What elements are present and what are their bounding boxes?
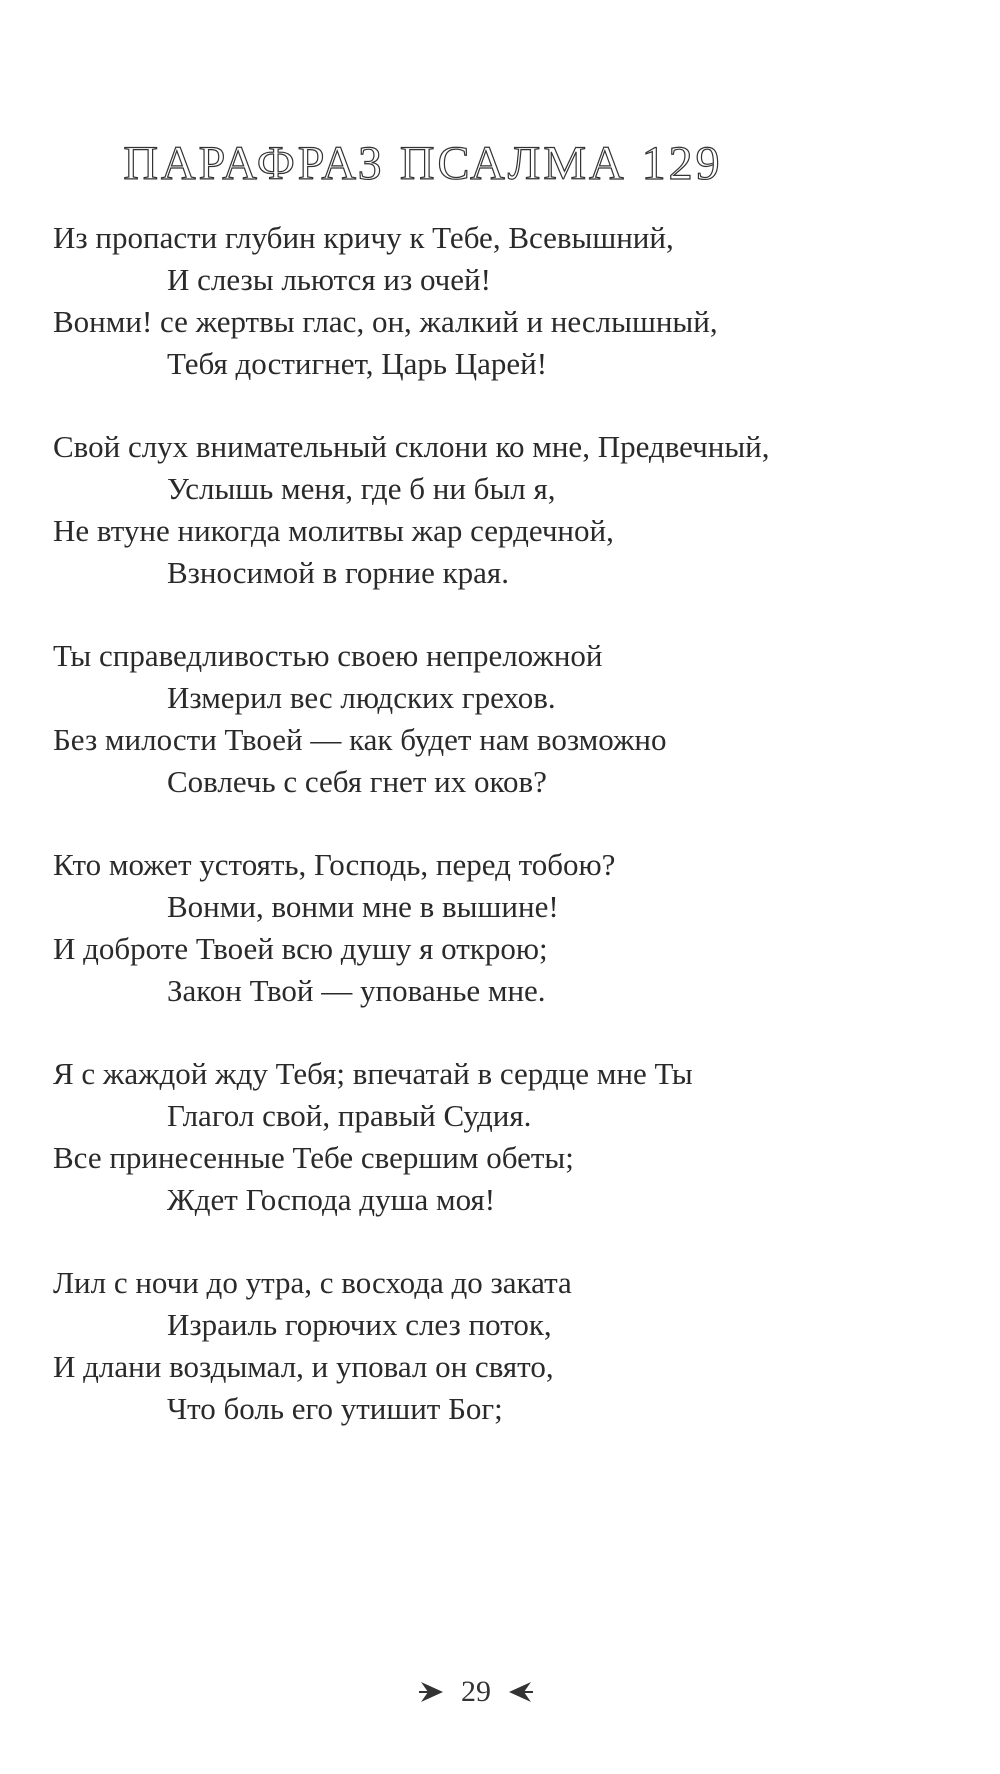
poem-line: Без милости Твоей — как будет нам возможно [53,722,667,757]
poem-line: И доброте Твоей всю душу я открою; [53,931,548,966]
stanza-2 [53,426,953,594]
poem-line-indented: Вонми, вонми мне в вышине! [167,889,559,924]
poem-line-indented: Услышь меня, где б ни был я, [167,471,556,506]
stanza-5 [53,1053,953,1221]
poem-line: Вонми! се жертвы глас, он, жалкий и неслышный, [53,304,718,339]
poem-line: Лил с ночи до утра, с восхода до заката [53,1265,572,1300]
stanza-4 [53,844,953,1012]
stanza-3 [53,635,953,803]
page-title: ПАРАФРАЗ ПСАЛМА 129 [123,137,723,190]
poem-line-indented: Закон Твой — упованье мне. [167,973,546,1008]
poem-line-indented: Измерил вес людских грехов. [167,680,556,715]
stanza-1 [53,217,953,385]
poem-line-indented: Глагол свой, правый Судия. [167,1098,532,1133]
page-footer [0,1672,952,1710]
poem-line-indented: Взносимой в горние края. [167,555,509,590]
stanza-6 [53,1262,953,1430]
poem-line-indented: Ждет Господа душа моя! [167,1182,496,1217]
poem-line: Кто может устоять, Господь, перед тобою? [53,847,616,882]
poem-line-indented: Израиль горючих слез поток, [167,1307,552,1342]
poem-line-indented: И слезы льются из очей! [167,262,491,297]
arrow-left-ornament-icon [505,1677,535,1707]
poem-line: Свой слух внимательный склони ко мне, Предвечный, [53,429,770,464]
page-number: 29 [461,1675,491,1709]
poem-line: Ты справедливостью своею непреложной [53,638,603,673]
poem-line: И длани воздымал, и уповал он свято, [53,1349,554,1384]
poem-line: Не втуне никогда молитвы жар сердечной, [53,513,614,548]
poem-line-indented: Что боль его утишит Бог; [167,1391,503,1426]
arrow-right-ornament-icon [417,1677,447,1707]
poem-line: Я с жаждой жду Тебя; впечатай в сердце мне Ты [53,1056,693,1091]
poem-line-indented: Тебя достигнет, Царь Царей! [167,346,548,381]
poem-line: Все принесенные Тебе свершим обеты; [53,1140,574,1175]
poem-line-indented: Совлечь с себя гнет их оков? [167,764,547,799]
poem [53,217,953,1471]
poem-line: Из пропасти глубин кричу к Тебе, Всевышний, [53,220,674,255]
